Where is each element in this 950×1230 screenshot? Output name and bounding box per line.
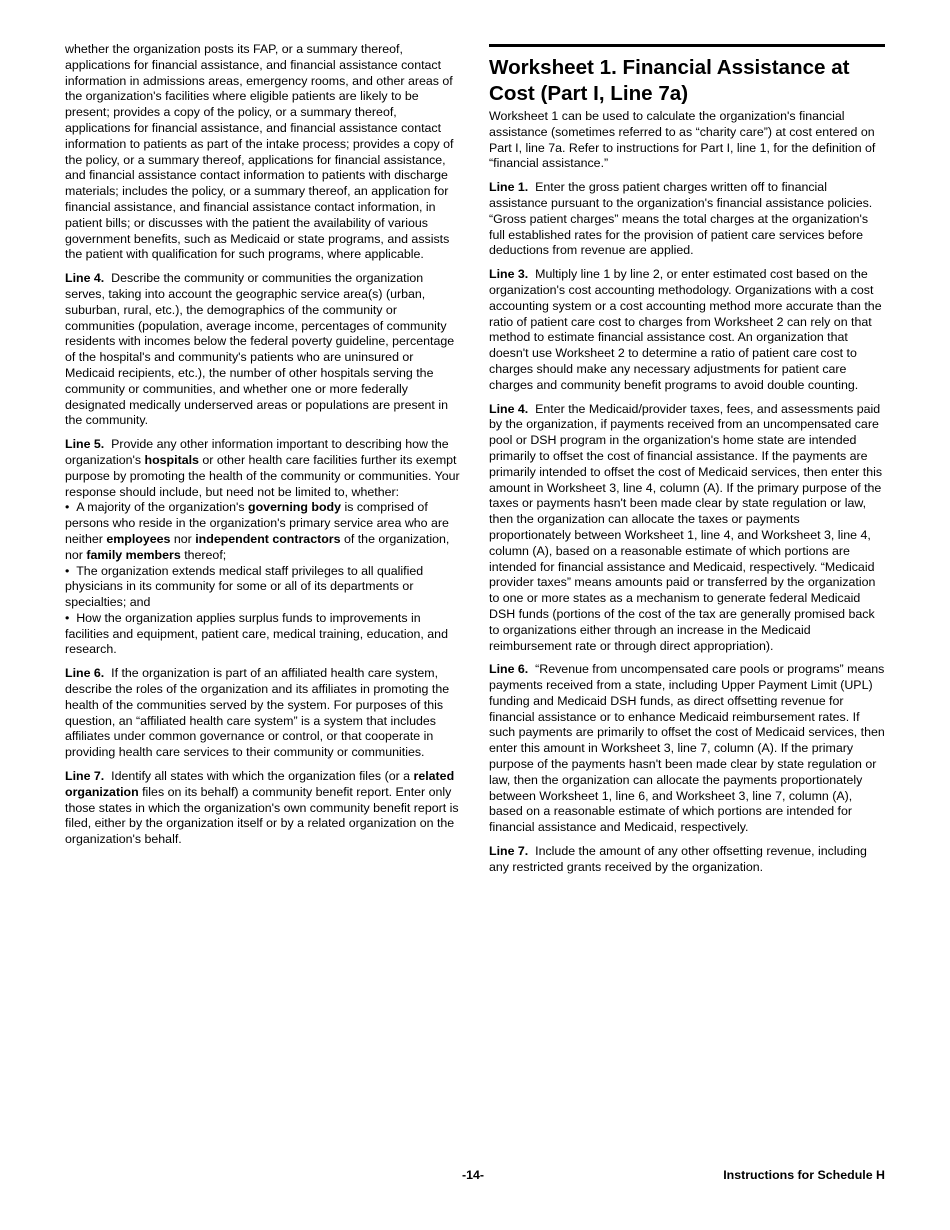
right-line1-paragraph	[489, 180, 885, 259]
left-line5-paragraph	[65, 437, 460, 658]
form-title: Instructions for Schedule H	[723, 1168, 885, 1182]
left-line4-paragraph	[65, 271, 460, 429]
left-intro-paragraph	[65, 42, 460, 263]
bullet1-text-5: thereof;	[184, 547, 227, 562]
bullet1-text-2: is comprised of persons who reside in the organization's primary service area who are neither	[65, 500, 449, 546]
right-line6-paragraph	[489, 662, 885, 836]
left-intro-text: whether the organization posts its FAP, or a summary thereof, applications for financial assistance, and financial assistance contact information in admissions areas, emergency rooms, and other areas of the organization's facilities where eligible patients are likely to be present; provides a copy of the policy, or a summary thereof, applications for financial assistance, and financial assistance contact information to patients as part of the intake process; provides a copy of the policy, or a summary thereof, applications for financial assistance, and financial assistance contact information to patients with discharge materials; includes the policy, or a summary thereof, an application for financial assistance, and financial assistance contact information, in patient bills; or discusses with the patient the availability of various government benefits, such as Medicaid or state programs, and assists the patient with qualification for such programs, where applicable.	[65, 42, 454, 262]
r-line4-label: Line 4.	[489, 401, 529, 416]
page-number: -14-	[462, 1168, 485, 1182]
right-column	[489, 44, 885, 884]
right-intro-paragraph	[489, 109, 885, 172]
heading-rule	[489, 44, 885, 47]
bullet1-text-4: of the organization, nor	[65, 531, 450, 562]
right-intro-text: Worksheet 1 can be used to calculate the organization's financial assistance (sometimes referred to as “charity care”) at cost entered on Part I, line 7a. Refer to instructions for Part I, line 1, for the definition of “financial assistance.”	[489, 109, 876, 171]
line5-bold-hospitals: hospitals	[144, 452, 199, 467]
bullet3-text: How the organization applies surplus funds to improvements in facilities and equipment, patient care, medical training, education, and research.	[65, 610, 448, 657]
worksheet-heading: Worksheet 1. Financial Assistance at Cost (Part I, Line 7a)	[489, 56, 850, 105]
r-line7-label: Line 7.	[489, 844, 529, 859]
right-line3-paragraph	[489, 267, 885, 393]
line7-bold-related-organization: related organization	[65, 769, 455, 799]
r-line3-label: Line 3.	[489, 267, 529, 282]
bullet-icon: •	[65, 500, 77, 515]
left-column	[65, 42, 460, 856]
bullet1-bold-independent-contractors: independent contractors	[195, 531, 341, 546]
right-line4-paragraph	[489, 402, 885, 655]
line4-text: Describe the community or communities the organization serves, taking into account the geographic service area(s) (urban, suburban, rural, etc.), the demographics of the community or communities (population, average income, percentages of community residents with incomes below the federal poverty guideline, percentage of the hospital's and community's patients who are uninsured or Medicaid recipients, etc.), the number of other hospitals serving the community or communities, and whether one or more federally designated medically underserved areas or populations are present in the community.	[65, 271, 455, 428]
bullet1-bold-employees: employees	[106, 531, 171, 546]
left-line6-paragraph	[65, 666, 460, 761]
r-line3-text: Multiply line 1 by line 2, or enter estimated cost based on the organization's cost accounting methodology. Organizations with a cost accounting system or a cost accounting method more accurate than the ratio of patient care cost to charges from Worksheet 2 can rely on that method to estimate financial assistance cost. An organization that doesn't use Worksheet 2 to determine a ratio of patient care cost to charges should make any necessary adjustments for patient care charges and community benefit programs to avoid double counting.	[489, 267, 882, 392]
r-line6-text: “Revenue from uncompensated care pools or programs” means payments received from a state, including Upper Payment Limit (UPL) funding and Medicaid DSH funds, as direct offsetting revenue for financial assistance or to enhance Medicaid reimbursement rates. If such payments are primarily to offset the cost of Medicaid services, then enter this amount in Worksheet 3, line 7, column (A). If the primary purpose of the payments hasn't been made clear by state regulation or law, then the organization can allocate the payments proportionately between Worksheet 1, line 6, and Worksheet 3, line 7, column (A), based on a reasonable estimate of which portions are intended for financial assistance and Medicaid, respectively.	[489, 662, 885, 835]
line6-label: Line 6.	[65, 666, 105, 681]
left-line7-paragraph	[65, 769, 460, 848]
bullet1-text-1: A majority of the organization's	[76, 500, 245, 515]
r-line1-label: Line 1.	[489, 180, 529, 195]
line5-text-1: Provide any other information important to describing how the organization's	[65, 437, 449, 467]
bullet-icon: •	[65, 610, 77, 625]
bullet-icon: •	[65, 563, 77, 578]
line5-text-2: or other health care facilities further its exempt purpose by promoting the health of the community or communities. Your response should include, but need not be limited to, whether:	[65, 452, 460, 499]
bullet1-text-3: nor	[173, 531, 192, 546]
r-line6-label: Line 6.	[489, 662, 529, 677]
bullet1-bold-family-members: family members	[86, 547, 181, 562]
r-line7-text: Include the amount of any other offsetting revenue, including any restricted grants received by the organization.	[489, 844, 867, 874]
bullet2-text: The organization extends medical staff privileges to all qualified physicians in its community for some or all of its departments or specialties; and	[65, 563, 424, 610]
line7-label: Line 7.	[65, 769, 105, 784]
r-line1-text: Enter the gross patient charges written off to financial assistance pursuant to the organization's financial assistance policies. “Gross patient charges” means the total charges at the organization's full established rates for the provision of patient care services before deductions from revenue are applied.	[489, 180, 873, 258]
line4-label: Line 4.	[65, 271, 105, 286]
r-line4-text: Enter the Medicaid/provider taxes, fees, and assessments paid by the organization, if payments received from an uncompensated care pool or DSH program in the organization's home state are intended primarily to offset the cost of financial assistance. If the payments are primarily intended to offset the cost of Medicaid services, then enter this amount in Worksheet 3, line 4, column (A). If the primary purpose of the taxes or payments hasn't been made clear by state regulation or law, then the organization can allocate the taxes or payments proportionately between Worksheet 1, line 4, and Worksheet 3, line 4, column (A), based on a reasonable estimate of which portions are intended for financial assistance and Medicaid, respectively. “Medicaid provider taxes” means amounts paid or transferred by the organization to one or more states as a mechanism to generate federal Medicaid DSH funds (portions of the cost of the tax are generally promised back to organizations either through an increase in the Medicaid reimbursement rate or through direct appropriation).	[489, 401, 883, 653]
line7-text-2: files on its behalf) a community benefit report. Enter only those states in which the organization's own community benefit report is filed, either by the organization itself or by a related organization on the organization's behalf.	[65, 784, 459, 847]
right-line7-paragraph	[489, 844, 885, 876]
line7-text-1: Identify all states with which the organization files (or a	[111, 769, 411, 784]
bullet1-bold-governing-body: governing body	[248, 500, 341, 515]
line6-text: If the organization is part of an affiliated health care system, describe the roles of the organization and its affiliates in promoting the health of the communities served by the system. For purposes of this question, an “affiliated health care system” is a system that includes affiliates under common governance or control, or that cooperate in providing health care services to their community or communities.	[65, 666, 450, 760]
line5-label: Line 5.	[65, 437, 105, 452]
